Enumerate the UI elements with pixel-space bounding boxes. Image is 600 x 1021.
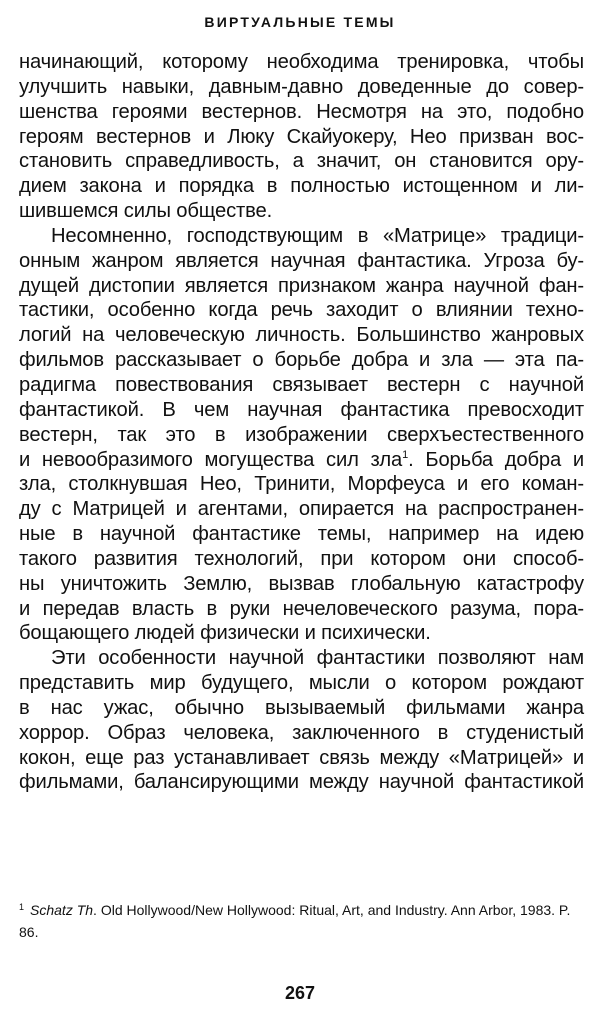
page-number: 267 (284, 983, 316, 1003)
text-line: дущей дистопии является признаком жанра научной фан- (19, 274, 584, 297)
text-line: фильмами, балансирующими между научной фантастикой (19, 771, 584, 794)
text-line: хоррор. Образ человека, заключенного в студенистый (19, 721, 584, 744)
text-line-with-footnote (19, 448, 584, 473)
text-line: начинающий, которому необходима тренировка, чтобы (19, 51, 584, 73)
text-line: Несомненно, господствующим в «Матрице» традици- (51, 224, 584, 247)
text-line: такого развития технологий, при котором они способ- (19, 547, 584, 570)
text-line: шенства героями вестернов. Несмотря на это, подобно (19, 100, 584, 123)
running-head: ВИРТУАЛЬНЫЕ ТЕМЫ (204, 14, 396, 30)
text-line: становить справедливость, а значит, он становится ору- (19, 150, 584, 173)
footnote-reference[interactable]: 1 (402, 448, 409, 461)
line-text-after: . Борьба добра и (408, 448, 584, 471)
text-line: Эти особенности научной фантастики позволяют нам (51, 647, 584, 670)
text-line: улучшить навыки, давным-давно доведенные до совер- (19, 75, 584, 98)
line-text-before: и невообразимого могущества сил зла (19, 448, 403, 471)
text-line: фантастикой. В чем научная фантастика превосходит (19, 398, 584, 421)
text-line: логий на человеческую личность. Большинство жанровых (19, 324, 584, 347)
text-line: радигма повествования связывает вестерн с научной (19, 373, 584, 396)
footnote-marker: 1 (19, 902, 25, 912)
footnote-text: . Old Hollywood/New Hollywood: Ritual, Art, and Industry. Ann Arbor, 1983. P. 86. (19, 902, 571, 940)
footnote (19, 896, 584, 943)
text-line: зла, столкнувшая Нео, Тринити, Морфеуса и его коман- (19, 473, 584, 496)
text-line: тастики, особенно когда речь заходит о влиянии техно- (19, 299, 584, 322)
text-line: вестерн, так это в изображении сверхъестественного (19, 423, 584, 446)
text-line: ные в научной фантастике темы, например на идею (19, 523, 584, 546)
text-line: ду с Матрицей и агентами, опирается на распространен- (19, 498, 584, 521)
text-line: в нас ужас, обычно вызываемый фильмами жанра (19, 696, 584, 719)
footnote-author: Schatz Th (30, 902, 94, 918)
text-line: ны уничтожить Землю, вызвав глобальную катастрофу (19, 572, 584, 595)
text-line: дием закона и порядка в полностью истощенном и ли- (19, 175, 584, 198)
text-line: фильмов рассказывает о борьбе добра и зла — эта па- (19, 349, 584, 372)
text-line: и передав власть в руки нечеловеческого разума, пора- (19, 597, 584, 620)
text-line: бощающего людей физически и психически. (19, 622, 431, 645)
body-text (19, 50, 584, 795)
text-line: онным жанром является научная фантастика. Угроза бу- (19, 249, 584, 272)
text-line: кокон, еще раз устанавливает связь между «Матрицей» и (19, 746, 584, 769)
text-line: шившемся силы обществе. (19, 200, 273, 223)
text-line: представить мир будущего, мысли о котором рождают (19, 672, 584, 695)
text-line: героям вестернов и Люку Скайуокеру, Нео призван вос- (19, 125, 584, 148)
